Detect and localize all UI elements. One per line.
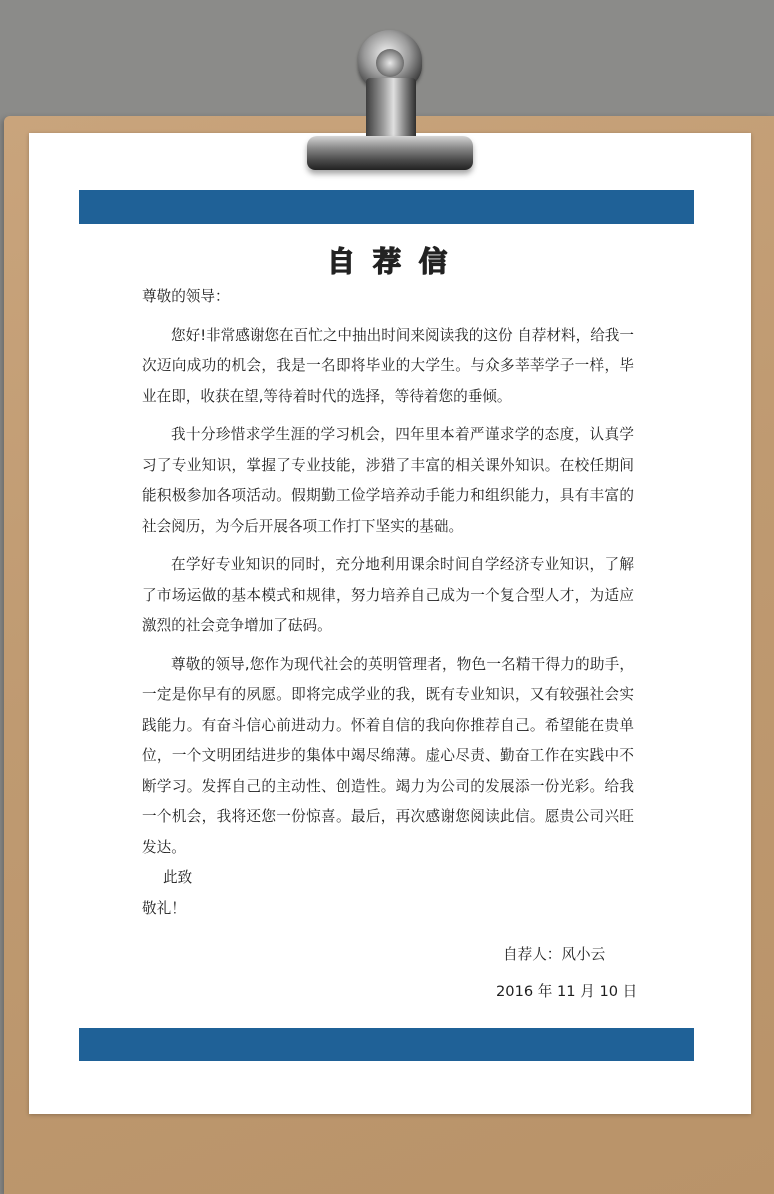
clip-base (307, 136, 473, 170)
letter-closing-line2: 敬礼！ (142, 899, 186, 917)
letter-paragraph-1: 您好!非常感谢您在百忙之中抽出时间来阅读我的这份 自荐材料，给我一次迈向成功的机会，我是一名即将毕业的大学生。与众多莘莘学子一样，毕业在即，收获在望,等待着时代的选择，等待着您的垂倾。 (142, 326, 634, 405)
letter-closing-line1: 此致 (163, 869, 193, 886)
letter-date: 2016 年 11 月 10 日 (496, 983, 638, 1000)
footer-accent-bar (79, 1028, 694, 1061)
page-title: 自荐信 (326, 245, 465, 278)
letter-paragraph-2: 我十分珍惜求学生涯的学习机会，四年里本着严谨求学的态度，认真学习了专业知识，掌握了专业技能，涉猎了丰富的相关课外知识。在校任期间能积极参加各项活动。假期勤工俭学培养动手能力和组织能力，具有丰富的社会阅历，为今后开展各项工作打下坚实的基础。 (142, 426, 634, 535)
clip-hole (376, 49, 404, 77)
clip-neck (366, 78, 416, 140)
letter-body (142, 282, 634, 924)
header-accent-bar (79, 190, 694, 224)
letter-paragraph-4: 尊敬的领导,您作为现代社会的英明管理者，物色一名精干得力的助手，一定是你早有的夙愿。即将完成学业的我，既有专业知识，又有较强社会实践能力。有奋斗信心前进动力。怀着自信的我向你推荐自己。希望能在贵单位，一个文明团结进步的集体中竭尽绵薄。虚心尽责、勤奋工作在实践中不断学习。发挥自己的主动性、创造性。竭力为公司的发展添一份光彩。给我一个机会，我将还您一份惊喜。最后，再次感谢您阅读此信。愿贵公司兴旺发达。 (142, 655, 634, 856)
letter-signature: 自荐人：风小云 (503, 946, 606, 963)
letter-paragraph-3: 在学好专业知识的同时，充分地利用课余时间自学经济专业知识，了解了市场运做的基本模式和规律，努力培养自己成为一个复合型人才，为适应激烈的社会竞争增加了砝码。 (142, 556, 634, 634)
letter-greeting: 尊敬的领导： (142, 288, 230, 305)
